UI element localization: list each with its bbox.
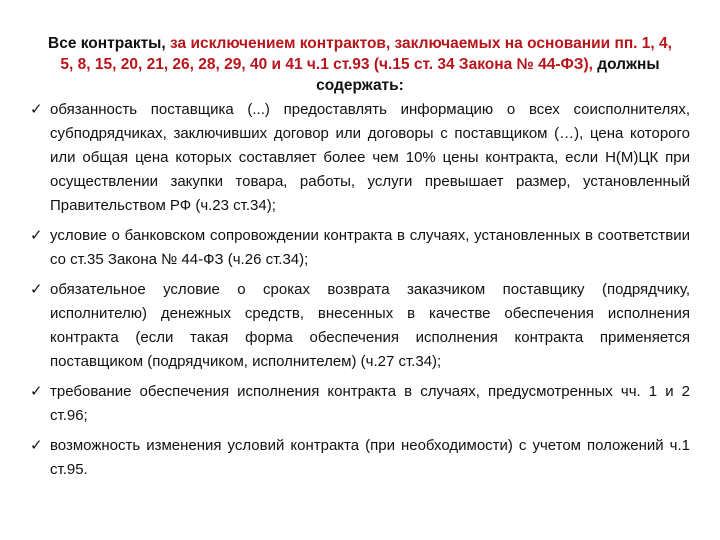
checkmark-icon: ✓ <box>30 281 43 298</box>
list-item <box>30 278 690 374</box>
list-item <box>30 98 690 218</box>
title-tail: должны содержать: <box>316 56 660 94</box>
list-item-text: обязательное условие о сроках возврата заказчиком поставщику (подрядчику, исполнителю) денежных средств, внесенных в качестве обеспечения исполнения контракта (если такая форма обеспечения исполнения контракта применяется поставщиком (подрядчиком, исполнителем) (ч.27 ст.34); <box>50 281 690 370</box>
list-item <box>30 434 690 482</box>
list-item <box>30 224 690 272</box>
list-item-text: возможность изменения условий контракта (при необходимости) с учетом положений ч.1 ст.95. <box>50 437 690 478</box>
requirements-list <box>30 98 690 488</box>
slide-title <box>40 33 680 96</box>
list-item-text: условие о банковском сопровождении контракта в случаях, установленных в соответствии со ст.35 Закона № 44-ФЗ (ч.26 ст.34); <box>50 227 690 268</box>
list-item <box>30 380 690 428</box>
checkmark-icon: ✓ <box>30 383 43 400</box>
list-item-text: обязанность поставщика (...) предоставлять информацию о всех соисполнителях, субподрядчиках, заключивших договор или договоры с поставщиком (…), цена которого или общая цена которых составляет более чем 10% цены контракта, если Н(М)ЦК при осуществлении закупки товара, работы, услуги превышает размер, установленный Правительством РФ (ч.23 ст.34); <box>50 101 690 214</box>
checkmark-icon: ✓ <box>30 101 43 118</box>
checkmark-icon: ✓ <box>30 437 43 454</box>
title-exceptions: за исключением контрактов, заключаемых на основании пп. 1, 4, 5, 8, 15, 20, 21, 26, 28, 29, 40 и 41 ч.1 ст.93 (ч.15 ст. 34 Закона № 44-ФЗ), <box>60 35 672 73</box>
checkmark-icon: ✓ <box>30 227 43 244</box>
list-item-text: требование обеспечения исполнения контракта в случаях, предусмотренных чч. 1 и 2 ст.96; <box>50 383 690 424</box>
title-lead: Все контракты, <box>48 35 166 52</box>
